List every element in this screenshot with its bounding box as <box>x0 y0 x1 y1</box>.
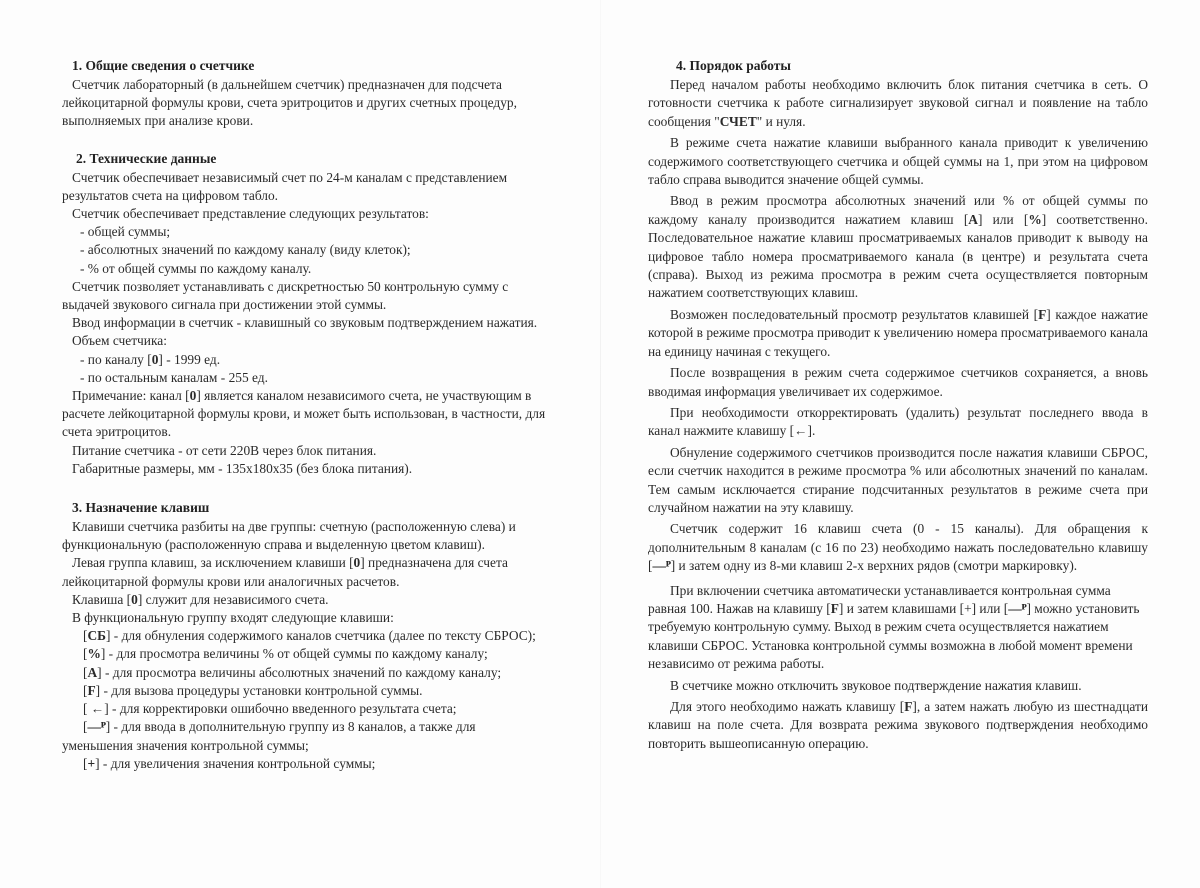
work-paragraph: При включении счетчика автоматически устанавливается контрольная сумма равная 100. Нажав на клавишу [F] и затем клавишами [+] или [—ᴾ] можно установить требуемую контрольную сумму. Выход в режим счета осуществляется нажатием клавиши СБРОС. Установка контрольной суммы возможна в любой момент времени независимо от режима работы. <box>648 582 1140 672</box>
key-item: [—ᴾ] - для ввода в дополнительную группу из 8 каналов, а также для уменьшения значения контрольной суммы; <box>62 719 476 753</box>
result-item: - общей суммы; <box>80 224 171 240</box>
work-paragraph: Счетчик содержит 16 клавиш счета (0 - 15 каналы). Для обращения к дополнительным 8 каналам (с 16 по 23) необходимо нажать последовательно клавишу [—ᴾ] и затем одну из 8-ми клавиш 2-х верхних рядов (смотри маркировку). <box>648 521 1148 574</box>
left-page <box>62 56 548 773</box>
work-paragraph: В режиме счета нажатие клавиши выбранного канала приводит к увеличению содержимого соответствующего счетчика и общей суммы на 1, при этом на цифровом табло справа выводится значение общей суммы. <box>648 135 1148 188</box>
work-paragraph: Ввод в режим просмотра абсолютных значений или % от общей суммы по каждому каналу производится нажатием клавиш [A] или [%] соответственно. Последовательное нажатие клавиш просматриваемых каналов приводит к выводу на цифровое табло номера просматриваемого канала (в центре) и результата счета (справа). Выход из режима просмотра в режим счета осуществляется повторным нажатием соответствующих клавиш. <box>648 193 1148 301</box>
key-item: [ ←] - для корректировки ошибочно введенного результата счета; <box>83 701 457 717</box>
capacity-item: - по остальным каналам - 255 ед. <box>80 369 268 385</box>
work-paragraph: При необходимости откорректировать (удалить) результат последнего ввода в канал нажмите клавишу [←]. <box>648 404 1148 439</box>
work-paragraph: Перед началом работы необходимо включить блок питания счетчика в сеть. О готовности счетчика к работе сигнализирует звуковой сигнал и появление на табло сообщения "СЧЕТ" и нуля. <box>648 77 1148 129</box>
tech-paragraph: Питание счетчика - от сети 220В через блок питания. <box>72 442 377 458</box>
keys-paragraph: В функциональную группу входят следующие клавиши: <box>72 610 394 626</box>
work-paragraph: После возвращения в режим счета содержимое счетчиков сохраняется, а вновь вводимая информация увеличивает их содержимое. <box>648 365 1148 399</box>
section1-title: 1. Общие сведения о счетчике <box>72 58 255 73</box>
key-item: [%] - для просмотра величины % от общей суммы по каждому каналу; <box>83 646 488 662</box>
keys-paragraph: Клавиши счетчика разбиты на две группы: счетную (расположенную слева) и функциональную (расположенную справа и выделенную цветом клавиш). <box>62 519 516 553</box>
work-paragraph: Для этого необходимо нажать клавишу [F], а затем нажать любую из шестнадцати клавиш на поле счета. Для возврата режима звукового подтверждения необходимо повторить вышеописанную операцию. <box>648 699 1148 751</box>
work-paragraph: Возможен последовательный просмотр результатов клавишей [F] каждое нажатие которой в режиме просмотра приводит к увеличению номера просматриваемого канала на единицу начиная с текущего. <box>648 306 1148 359</box>
tech-paragraph: Счетчик обеспечивает независимый счет по 24-м каналам с представлением результатов счета на цифровом табло. <box>62 169 508 203</box>
capacity-item: - по каналу [0] - 1999 ед. <box>80 351 221 367</box>
tech-paragraph: Счетчик позволяет устанавливать с дискретностью 50 контрольную сумму с выдачей звукового сигнала при достижении этой суммы. <box>62 278 509 313</box>
note-paragraph: Примечание: канал [0] является каналом независимого счета, не участвующим в расчете лейкоцитарной формулы крови, и может быть использован, в частности, для счета эритроцитов. <box>62 388 546 440</box>
tech-paragraph: Объем счетчика: <box>72 333 167 349</box>
tech-paragraph: Счетчик обеспечивает представление следующих результатов: <box>72 206 429 222</box>
key-item: [СБ] - для обнуления содержимого каналов счетчика (далее по тексту СБРОС); <box>83 628 536 644</box>
right-page <box>648 56 1148 756</box>
work-paragraph: В счетчике можно отключить звуковое подтверждение нажатия клавиш. <box>670 677 1082 693</box>
work-paragraph: Обнуление содержимого счетчиков производится после нажатия клавиши СБРОС, если счетчик находится в режиме просмотра % или абсолютных значений по каналам. Тем самым исключается стирание подсчитанных результатов в режиме счета при случайном нажатии на эту клавишу. <box>648 444 1148 515</box>
result-item: - % от общей суммы по каждому каналу. <box>80 260 312 276</box>
keys-paragraph: Клавиша [0] служит для независимого счета. <box>72 591 329 607</box>
keys-paragraph: Левая группа клавиш, за исключением клавиши [0] предназначена для счета лейкоцитарной формулы крови или аналогичных расчетов. <box>62 555 508 589</box>
tech-paragraph: Габаритные размеры, мм - 135х180х35 (без блока питания). <box>72 460 413 476</box>
section1-paragraph: Счетчик лабораторный (в дальнейшем счетчик) предназначен для подсчета лейкоцитарной формулы крови, счета эритроцитов и других счетных процедур, выполняемых при анализе крови. <box>62 77 517 129</box>
key-item: [+] - для увеличения значения контрольной суммы; <box>83 755 376 771</box>
section3-title: 3. Назначение клавиш <box>72 500 210 516</box>
key-item: [F] - для вызова процедуры установки контрольной суммы. <box>83 682 423 698</box>
key-item: [A] - для просмотра величины абсолютных значений по каждому каналу; <box>83 664 502 680</box>
tech-paragraph: Ввод информации в счетчик - клавишный со звуковым подтверждением нажатия. <box>72 315 538 331</box>
section4-title: 4. Порядок работы <box>676 58 791 73</box>
section2-title: 2. Технические данные <box>76 150 217 166</box>
result-item: - абсолютных значений по каждому каналу (виду клеток); <box>80 242 411 258</box>
page-fold <box>600 0 601 888</box>
